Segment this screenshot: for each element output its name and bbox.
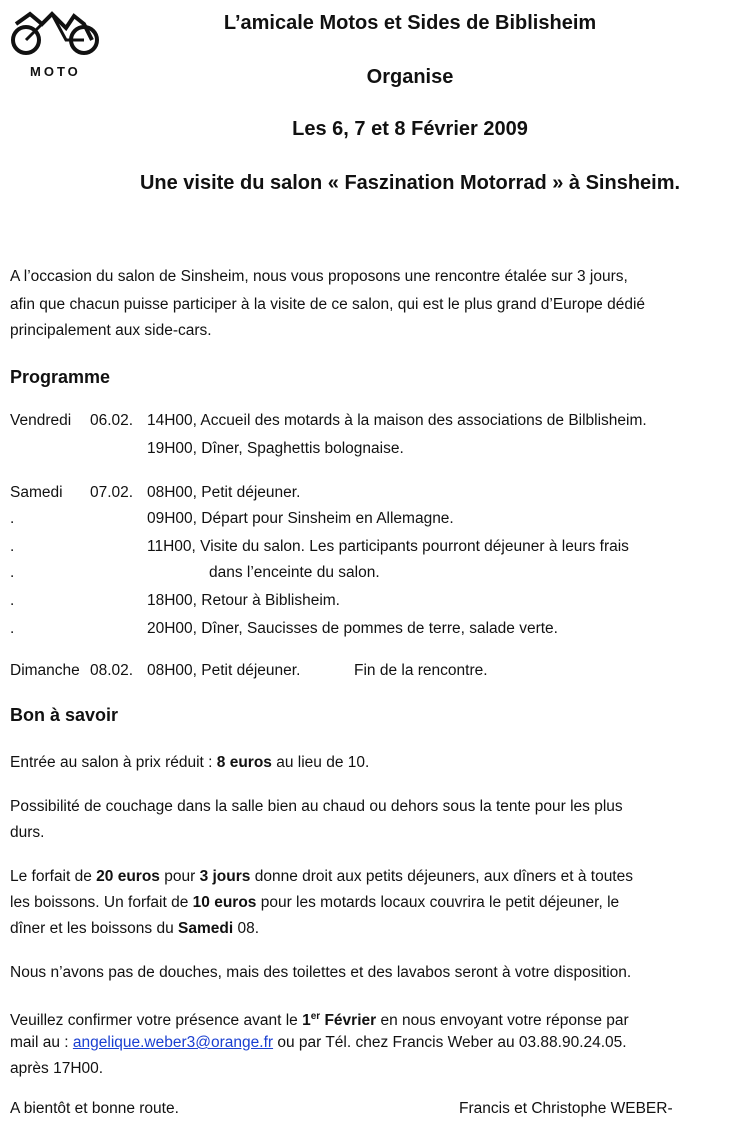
entry-price: Entrée au salon à prix réduit : 8 euros au lieu de 10.: [10, 754, 370, 771]
sleep-line-2: durs.: [10, 824, 45, 841]
forfait-line-1: Le forfait de 20 euros pour 3 jours donne droit aux petits déjeuners, aux dîners et à toutes: [10, 868, 633, 885]
sunday-date: 08.02.: [90, 662, 134, 679]
saturday-item-4: 18H00, Retour à Biblisheim.: [147, 592, 340, 609]
confirm-line-3: après 17H00.: [10, 1060, 104, 1077]
bullet-dot: .: [10, 538, 15, 555]
bullet-dot: .: [10, 510, 15, 527]
saturday-item-2: 09H00, Départ pour Sinsheim en Allemagne.: [147, 510, 454, 527]
bullet-dot: .: [10, 620, 15, 637]
signature: Francis et Christophe WEBER-: [459, 1100, 673, 1117]
saturday-day: Samedi: [10, 484, 63, 501]
email-link[interactable]: angelique.weber3@orange.fr: [72, 1034, 274, 1051]
friday-item-1: 14H00, Accueil des motards à la maison des associations de Bilblisheim.: [147, 412, 647, 429]
info-heading: Bon à savoir: [10, 705, 119, 725]
saturday-item-3: 11H00, Visite du salon. Les participants pourront déjeuner à leurs frais: [147, 538, 629, 555]
saturday-date: 07.02.: [90, 484, 134, 501]
saturday-item-3b: dans l’enceinte du salon.: [209, 564, 380, 581]
intro-line-1: A l’occasion du salon de Sinsheim, nous vous proposons une rencontre étalée sur 3 jours,: [10, 268, 628, 285]
intro-line-2: afin que chacun puisse participer à la visite de ce salon, qui est le plus grand d’Europe dédié: [10, 296, 646, 313]
friday-item-2: 19H00, Dîner, Spaghettis bolognaise.: [147, 440, 404, 457]
sleep-line-1: Possibilité de couchage dans la salle bien au chaud ou dehors sous la tente pour les plus: [10, 798, 623, 815]
friday-day: Vendredi: [10, 412, 72, 429]
saturday-item-5: 20H00, Dîner, Saucisses de pommes de terre, salade verte.: [147, 620, 558, 637]
confirm-line-1: Veuillez confirmer votre présence avant le 1er Février en nous envoyant votre réponse par: [10, 1011, 629, 1030]
closing: A bientôt et bonne route.: [10, 1100, 179, 1117]
event-dates: Les 6, 7 et 8 Février 2009: [292, 118, 528, 140]
saturday-item-1: 08H00, Petit déjeuner.: [147, 484, 301, 501]
organise-line: Organise: [366, 66, 454, 88]
sunday-day: Dimanche: [10, 662, 80, 679]
event-title: Une visite du salon « Faszination Motorrad » à Sinsheim.: [139, 172, 681, 194]
programme-heading: Programme: [10, 367, 111, 387]
forfait-line-3: dîner et les boissons du Samedi 08.: [10, 920, 260, 937]
logo-text: MOTO: [30, 64, 81, 79]
sunday-item: 08H00, Petit déjeuner.: [147, 662, 301, 679]
showers-note: Nous n’avons pas de douches, mais des toilettes et des lavabos seront à votre disposition.: [10, 964, 632, 981]
intro-line-3: principalement aux side-cars.: [10, 322, 212, 339]
confirm-line-2: mail au : angelique.weber3@orange.fr ou par Tél. chez Francis Weber au 03.88.90.24.05.: [10, 1034, 627, 1051]
bullet-dot: .: [10, 564, 15, 581]
friday-date: 06.02.: [90, 412, 134, 429]
forfait-line-2: les boissons. Un forfait de 10 euros pour les motards locaux couvrira le petit déjeuner, le: [10, 894, 620, 911]
bullet-dot: .: [10, 592, 15, 609]
sunday-end: Fin de la rencontre.: [354, 662, 488, 679]
club-name: L’amicale Motos et Sides de Biblisheim: [223, 12, 597, 34]
